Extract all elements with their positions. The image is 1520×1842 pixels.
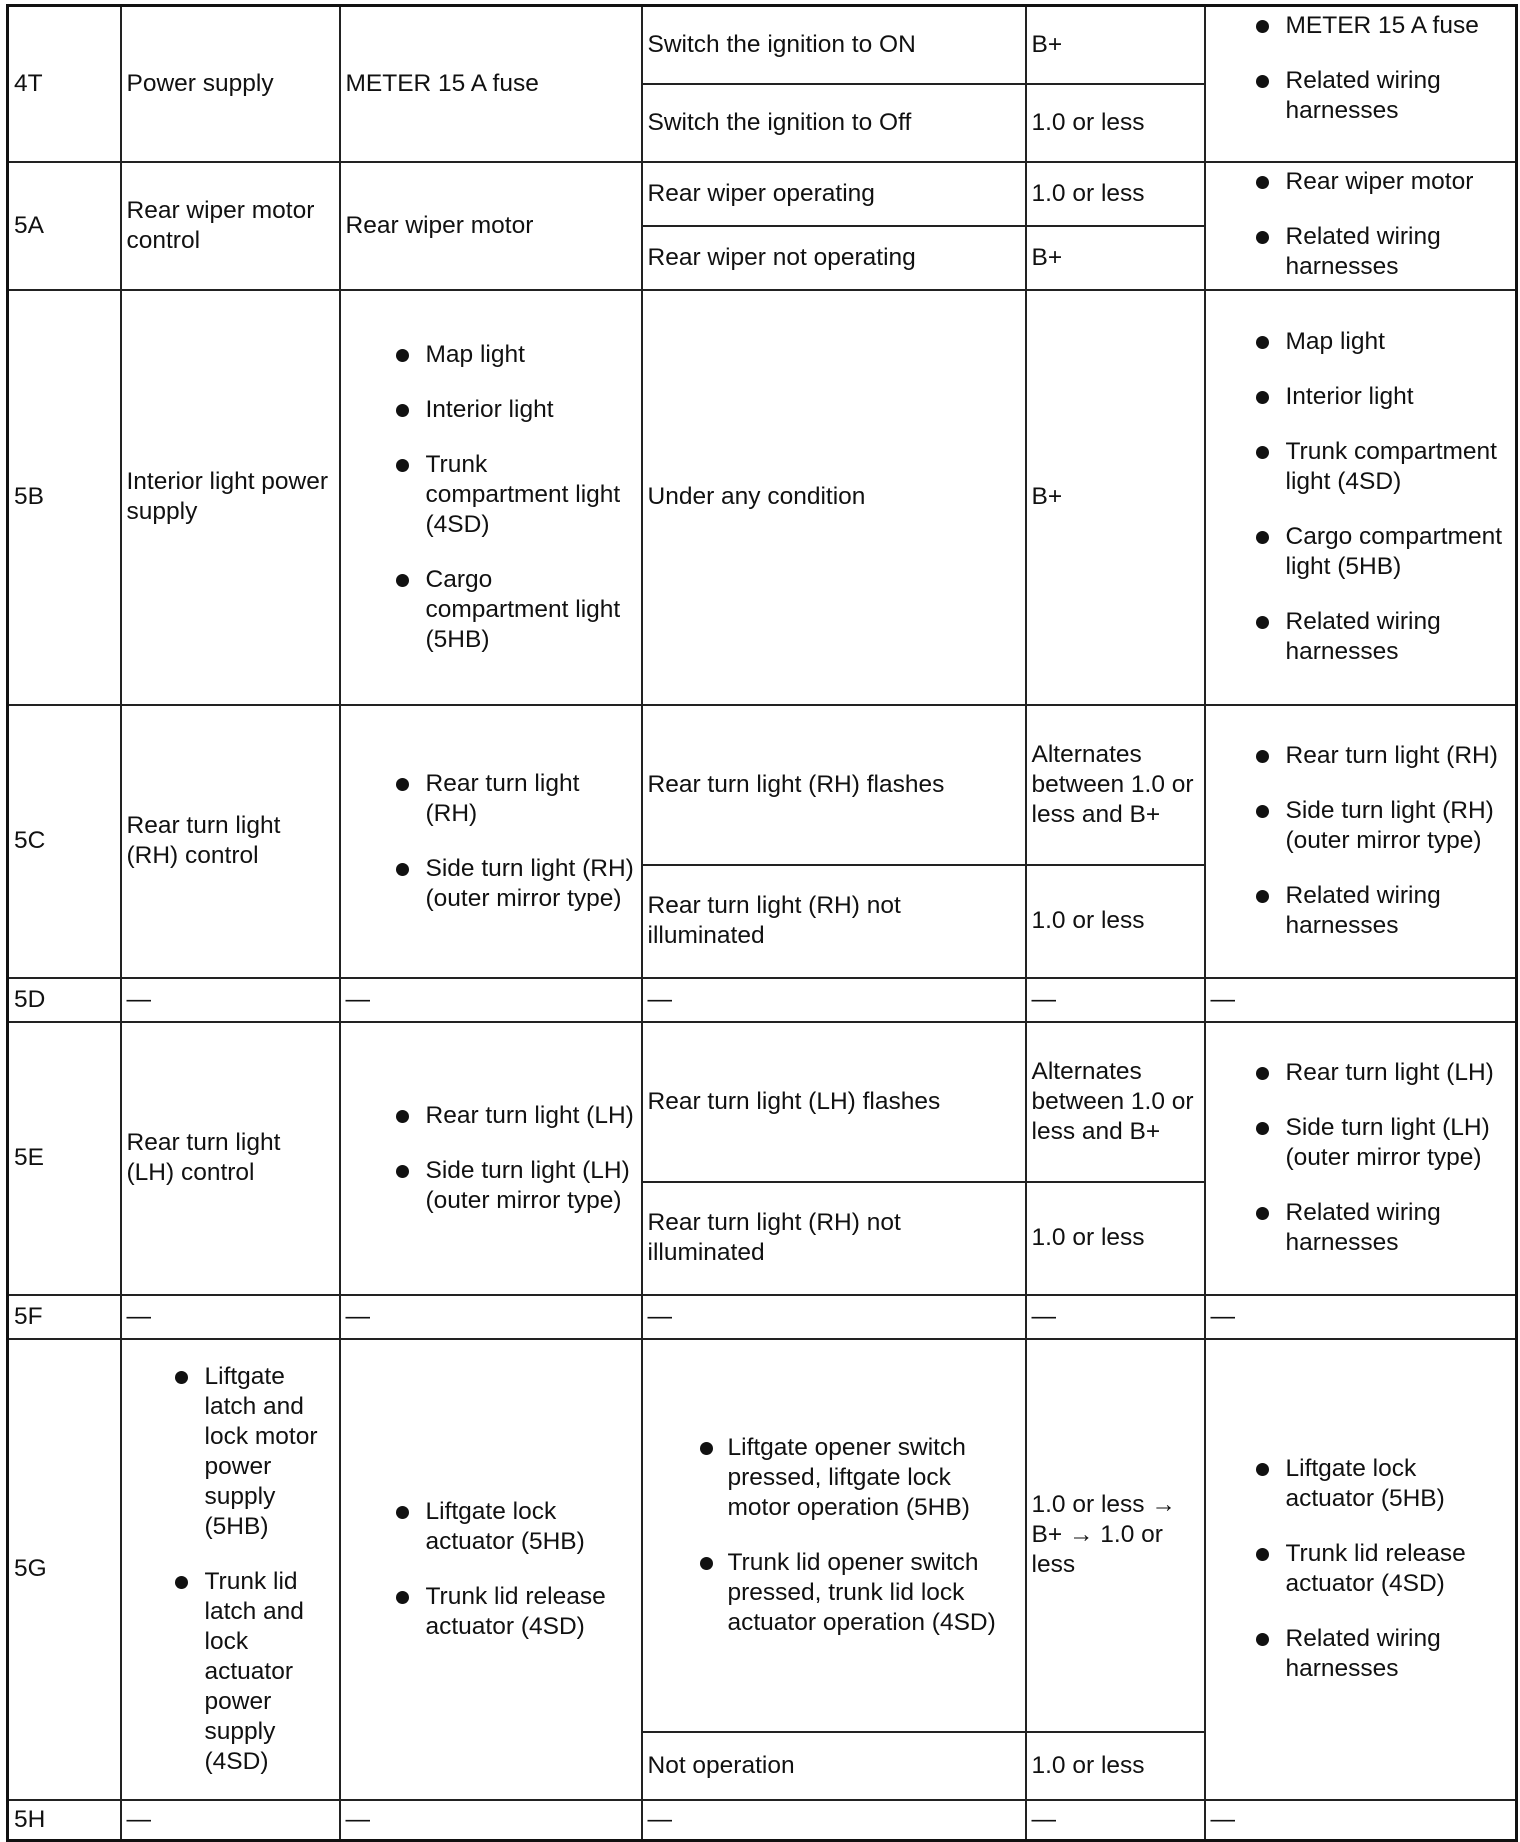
inspection-cell [1205,290,1517,705]
dash-cell: — [642,978,1026,1022]
table-row [8,1295,1517,1339]
list-item: Related wiring harnesses [1211,1624,1511,1684]
list-item: Side turn light (RH) (outer mirror type) [1211,796,1511,856]
dash-cell: — [1026,1800,1205,1841]
list-item: Rear wiper motor [1211,167,1511,197]
terminal-cell: 5C [8,705,121,978]
description-cell: Interior light power supply [121,290,340,705]
condition-cell: Rear wiper operating [642,162,1026,226]
list-item: METER 15 A fuse [1211,11,1511,41]
terminal-cell: 5G [8,1339,121,1800]
list-item: Liftgate latch and lock motor power supply (5HB) [127,1362,334,1542]
table-row [8,162,1517,226]
list-item: Trunk lid release actuator (4SD) [346,1582,636,1642]
dash-cell: — [1205,1800,1517,1841]
table-row [8,6,1517,84]
list-item: Trunk lid release actuator (4SD) [1211,1539,1511,1599]
list-item: Cargo compartment light (5HB) [1211,522,1511,582]
terminal-cell: 5F [8,1295,121,1339]
list-item: Liftgate opener switch pressed, liftgate lock motor operation (5HB) [648,1433,1020,1523]
list-item: Interior light [346,395,636,425]
terminal-cell: 5A [8,162,121,290]
inspection-cell [1205,6,1517,162]
value-cell: 1.0 or less [1026,1182,1205,1295]
list-item: Related wiring harnesses [1211,66,1511,126]
value-cell: 1.0 or less [1026,865,1205,978]
signal-cell [340,1022,642,1295]
terminal-table [6,4,1518,1842]
inspection-cell [1205,1339,1517,1800]
signal-cell [340,1339,642,1800]
condition-cell: Switch the ignition to ON [642,6,1026,84]
table-row [8,1800,1517,1841]
list-item: Related wiring harnesses [1211,607,1511,667]
terminal-cell: 5H [8,1800,121,1841]
description-cell [121,1339,340,1800]
table-row [8,1339,1517,1732]
dash-cell: — [340,1295,642,1339]
condition-cell: Switch the ignition to Off [642,84,1026,162]
condition-cell: Rear turn light (RH) not illuminated [642,865,1026,978]
table-row [8,290,1517,705]
dash-cell: — [642,1295,1026,1339]
list-item: Liftgate lock actuator (5HB) [346,1497,636,1557]
condition-cell [642,1339,1026,1732]
signal-cell [340,290,642,705]
signal-cell: METER 15 A fuse [340,6,642,162]
dash-cell: — [642,1800,1026,1841]
dash-cell: — [1205,978,1517,1022]
list-item: Rear turn light (RH) [1211,741,1511,771]
value-cell: Alternates between 1.0 or less and B+ [1026,1022,1205,1182]
condition-cell: Not operation [642,1732,1026,1800]
value-cell: 1.0 or less [1026,84,1205,162]
inspection-cell [1205,162,1517,290]
description-cell: Rear turn light (LH) control [121,1022,340,1295]
signal-cell: Rear wiper motor [340,162,642,290]
condition-cell: Rear turn light (RH) not illuminated [642,1182,1026,1295]
list-item: Cargo compartment light (5HB) [346,565,636,655]
terminal-cell: 4T [8,6,121,162]
inspection-cell [1205,705,1517,978]
terminal-cell: 5E [8,1022,121,1295]
condition-cell: Rear turn light (RH) flashes [642,705,1026,865]
value-cell: 1.0 or less [1026,162,1205,226]
value-cell: Alternates between 1.0 or less and B+ [1026,705,1205,865]
list-item: Related wiring harnesses [1211,881,1511,941]
list-item: Side turn light (LH) (outer mirror type) [346,1156,636,1216]
signal-cell [340,705,642,978]
dash-cell: — [121,1295,340,1339]
condition-cell: Under any condition [642,290,1026,705]
list-item: Trunk lid latch and lock actuator power supply (4SD) [127,1567,334,1777]
list-item: Side turn light (RH) (outer mirror type) [346,854,636,914]
list-item: Related wiring harnesses [1211,222,1511,282]
list-item: Map light [346,340,636,370]
table-row [8,705,1517,865]
dash-cell: — [121,1800,340,1841]
list-item: Rear turn light (RH) [346,769,636,829]
dash-cell: — [340,1800,642,1841]
dash-cell: — [1026,978,1205,1022]
inspection-cell [1205,1022,1517,1295]
value-cell: B+ [1026,290,1205,705]
list-item: Rear turn light (LH) [1211,1058,1511,1088]
terminal-table-page [6,4,1515,1842]
value-cell: 1.0 or less [1026,1732,1205,1800]
list-item: Trunk compartment light (4SD) [346,450,636,540]
description-cell: Rear turn light (RH) control [121,705,340,978]
terminal-cell: 5D [8,978,121,1022]
condition-cell: Rear turn light (LH) flashes [642,1022,1026,1182]
list-item: Map light [1211,327,1511,357]
dash-cell: — [340,978,642,1022]
list-item: Trunk lid opener switch pressed, trunk lid lock actuator operation (4SD) [648,1548,1020,1638]
value-cell: B+ [1026,6,1205,84]
list-item: Side turn light (LH) (outer mirror type) [1211,1113,1511,1173]
table-row [8,978,1517,1022]
dash-cell: — [1026,1295,1205,1339]
dash-cell: — [1205,1295,1517,1339]
table-row [8,1022,1517,1182]
description-cell: Power supply [121,6,340,162]
dash-cell: — [121,978,340,1022]
value-cell: 1.0 or less → B+ → 1.0 or less [1026,1339,1205,1732]
list-item: Trunk compartment light (4SD) [1211,437,1511,497]
terminal-cell: 5B [8,290,121,705]
list-item: Interior light [1211,382,1511,412]
condition-cell: Rear wiper not operating [642,226,1026,290]
list-item: Related wiring harnesses [1211,1198,1511,1258]
value-cell: B+ [1026,226,1205,290]
list-item: Rear turn light (LH) [346,1101,636,1131]
description-cell: Rear wiper motor control [121,162,340,290]
list-item: Liftgate lock actuator (5HB) [1211,1454,1511,1514]
